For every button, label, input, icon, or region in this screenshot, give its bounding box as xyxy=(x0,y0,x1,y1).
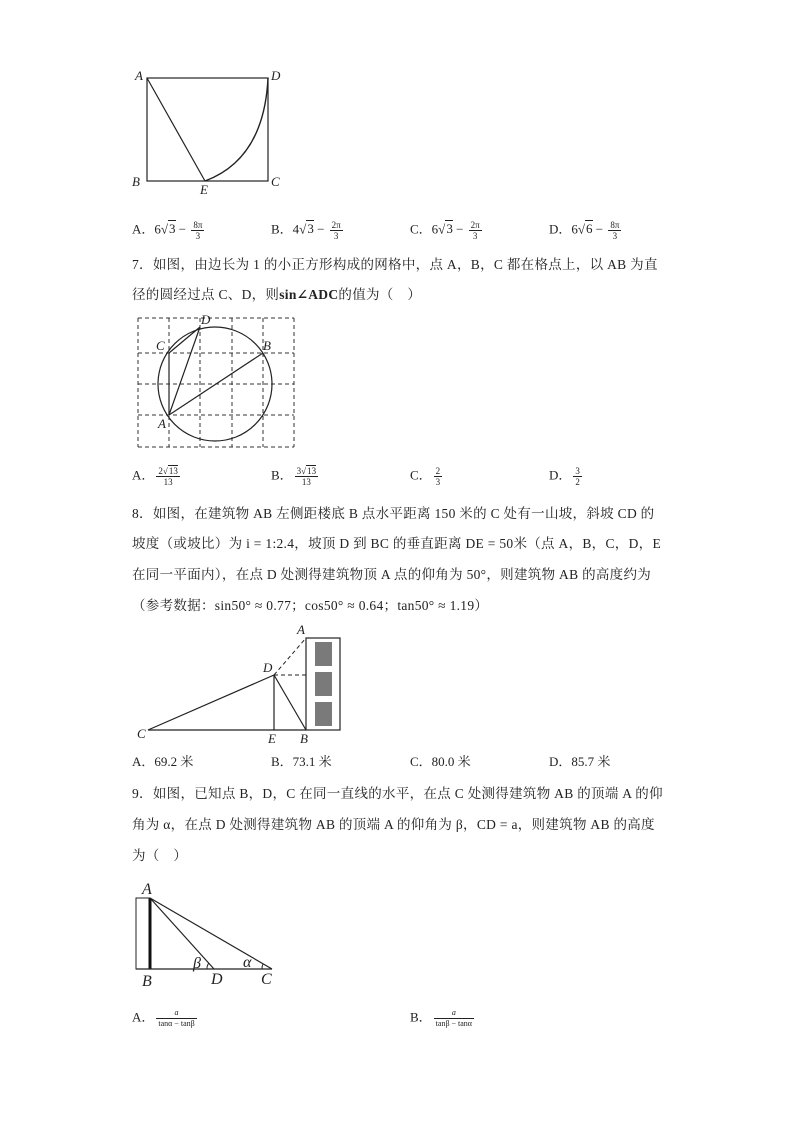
q8-figure xyxy=(128,622,358,747)
label-c: C xyxy=(137,726,146,741)
q6-option-b: B．4√3 − $\frac{2\pi}{3}$ xyxy=(271,220,341,241)
label-d: D xyxy=(263,660,273,675)
segment-db xyxy=(274,675,306,730)
label-a: A xyxy=(142,881,152,898)
square-abcd xyxy=(147,78,268,181)
label-e: E xyxy=(268,731,276,746)
q8-option-c: C．80.0 米 xyxy=(410,754,471,769)
label-a: A xyxy=(158,416,166,431)
angle-beta-arc xyxy=(207,963,209,969)
label-e: E xyxy=(200,182,208,197)
q6-option-d: D．6√6 − $\frac{8\pi}{3}$ xyxy=(549,220,620,241)
arc-de xyxy=(205,78,268,181)
label-b: B xyxy=(142,973,152,990)
q7-text-line1: 7．如图，由边长为 1 的小正方形构成的网格中，点 A，B，C 都在格点上，以 AB 为直 xyxy=(132,257,658,272)
building-outline xyxy=(136,898,150,969)
q8-option-a: A．69.2 米 xyxy=(132,754,194,769)
building-window xyxy=(315,672,332,696)
q8-text-line2: 坡度（或坡比）为 i = 1:2.4，坡顶 D 到 BC 的垂直距离 DE = 50米（点 A，B，C，D，E xyxy=(132,536,661,551)
label-b: B xyxy=(132,174,140,189)
q7-option-c: C． $\frac{2}{3}$ xyxy=(410,466,441,487)
label-b: B xyxy=(300,731,308,746)
q7-option-a: A． $\frac{2√13}{13}$ xyxy=(132,466,178,487)
label-c: C xyxy=(271,174,280,189)
q6-option-c: C．6√3 − $\frac{2\pi}{3}$ xyxy=(410,220,480,241)
q8-option-d: D．85.7 米 xyxy=(549,754,611,769)
q9-text-line2: 角为 α，在点 D 处测得建筑物 AB 的顶端 A 的仰角为 β，CD = a，则建筑物 AB 的高度 xyxy=(132,817,655,832)
q9-figure xyxy=(128,878,288,993)
label-c: C xyxy=(261,971,272,988)
label-c: C xyxy=(156,338,165,353)
q8-text-line4: （参考数据：sin50° ≈ 0.77；cos50° ≈ 0.64；tan50° ≈ 1.19） xyxy=(132,598,489,613)
label-d: D xyxy=(201,312,211,327)
q8-text-line3: 在同一平面内），在点 D 处测得建筑物顶 A 点的仰角为 50°，则建筑物 AB 的高度约为 xyxy=(132,567,652,582)
q9-text-line1: 9．如图，已知点 B，D，C 在同一直线的水平，在点 C 处测得建筑物 AB 的顶端 A 的仰 xyxy=(132,786,663,801)
q9-option-a: A． $\frac{a}{\tan\alpha - \tan\beta}$ xyxy=(132,1008,195,1028)
q8-text-line1: 8．如图，在建筑物 AB 左侧距楼底 B 点水平距离 150 米的 C 处有一山坡，斜坡 CD 的 xyxy=(132,506,655,521)
segment-ae xyxy=(147,78,205,181)
q7-option-d: D． $\frac{3}{2}$ xyxy=(549,466,580,487)
label-beta: β xyxy=(193,955,201,972)
q9-text-line3: 为（ ） xyxy=(132,848,188,863)
label-a: A xyxy=(135,68,143,83)
q6-option-a: A．6√3 − $\frac{8\pi}{3}$ xyxy=(132,220,203,241)
angle-alpha-arc xyxy=(262,964,263,969)
q7-figure xyxy=(128,310,308,455)
label-alpha: α xyxy=(243,954,252,971)
label-d: D xyxy=(211,971,223,988)
q9-option-b: B． $\frac{a}{\tan\beta - \tan\alpha}$ xyxy=(410,1008,472,1028)
sightline-ac xyxy=(150,898,272,969)
sightline-ad xyxy=(150,898,214,969)
q7-option-b: B． $\frac{3√13}{13}$ xyxy=(271,466,317,487)
label-d: D xyxy=(271,68,281,83)
sightline-da xyxy=(274,638,306,675)
q8-option-b: B．73.1 米 xyxy=(271,754,332,769)
building-window xyxy=(315,642,332,666)
q6-figure xyxy=(128,64,288,200)
q7-text-line2: 径的圆经过点 C、D，则sin∠ADC的值为（ ） xyxy=(132,287,422,302)
label-a: A xyxy=(297,622,305,637)
slope-cd xyxy=(148,675,274,730)
building-window xyxy=(315,702,332,726)
label-b: B xyxy=(263,338,271,353)
